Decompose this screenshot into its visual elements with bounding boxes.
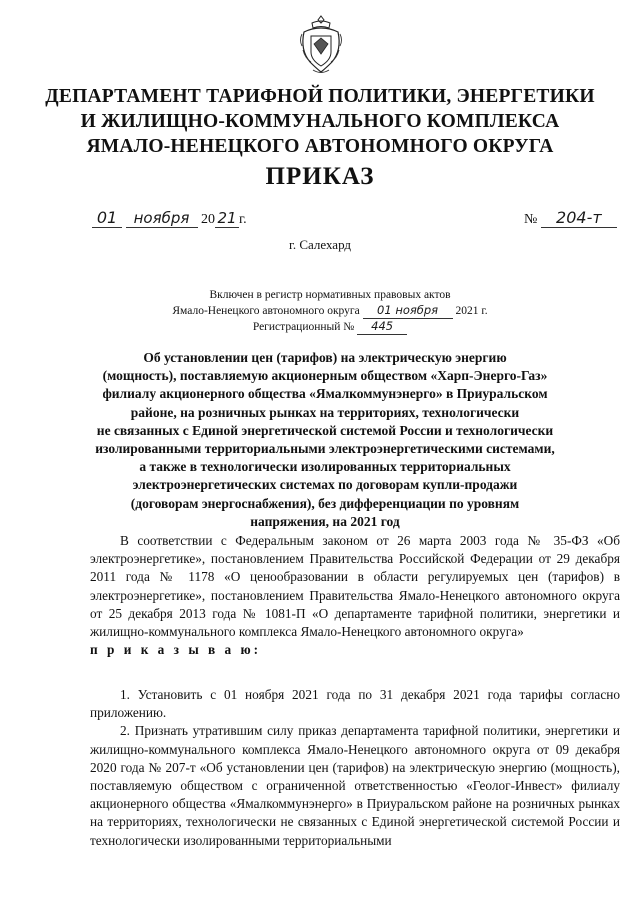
department-line-3: ЯМАЛО-НЕНЕЦКОГО АВТОНОМНОГО ОКРУГА [86, 136, 554, 157]
registry-line-1: Включен в регистр нормативных правовых актов [209, 289, 451, 301]
subject-line: а также в технологически изолированных территориальных [139, 459, 511, 475]
registry-line-3 [160, 319, 500, 335]
coat-of-arms-emblem [298, 14, 344, 76]
registry-number-value: 445 [357, 319, 407, 335]
date-suffix: г. [239, 212, 247, 227]
department-line-1: ДЕПАРТАМЕНТ ТАРИФНОЙ ПОЛИТИКИ, ЭНЕРГЕТИКИ [45, 86, 595, 107]
number-value: 204-т [541, 208, 617, 228]
registry-date: 01 ноября [363, 303, 453, 319]
directive-word: п р и к а з ы в а ю: [90, 642, 262, 658]
registry-region: Ямало-Ненецкого автономного округа [172, 305, 360, 317]
order-item-1: 1. Установить с 01 ноября 2021 года по 31 декабря 2021 года тарифы согласно приложению. [90, 687, 620, 721]
number-label: № [524, 212, 538, 227]
registry-stamp [160, 288, 500, 335]
subject-line: Об установлении цен (тарифов) на электрическую энергию [143, 350, 507, 365]
subject-line: изолированными территориальными электроэнергетическими системами, [95, 441, 555, 457]
order-items [90, 686, 620, 850]
order-item-2: 2. Признать утратившим силу приказ департамента тарифной политики, энергетики и жилищно-коммунального комплекса Ямало-Ненецкого автономного округа от 09 декабря 2020 года № 207-т «Об установлении цен (тарифов) на электрическую энергию (мощность), поставляемую обществом с ограниченной ответственностью «Геолог-Инвест» филиалу акционерного общества «Ямалкоммунэнерго» в Приуральском районе на розничных рынках на территориях, технологически не связанных с Единой энергетической системой России и технологически изолированными территориальными [90, 723, 620, 848]
order-number [524, 208, 617, 228]
subject-line: не связанных с Единой энергетической системой России и технологически [96, 422, 554, 438]
date-day: 01 [92, 208, 122, 228]
date-month: ноября [126, 209, 198, 228]
registry-year: 2021 г. [455, 305, 488, 317]
department-name [0, 84, 640, 159]
date-year-prefix: 20 [201, 212, 215, 227]
subject-line: филиалу акционерного общества «Ямалкоммунэнерго» в Приуральском [102, 386, 548, 402]
city: г. Салехард [288, 237, 352, 252]
date-year: 21 [215, 209, 239, 228]
subject-line: (договорам энергоснабжения), без дифференциации по уровням [130, 495, 520, 511]
department-line-2: И ЖИЛИЩНО-КОММУНАЛЬНОГО КОМПЛЕКСА [80, 111, 560, 132]
registry-line-2 [160, 303, 500, 319]
preamble-paragraph: В соответствии с Федеральным законом от 26 марта 2003 года № 35-ФЗ «Об электроэнергетике», постановлением Правительства Российской Федерации от 29 декабря 2011 года № 1178 «О ценообразовании в области регулируемых цен (тарифов) в электроэнергетике», постановлением Правительства Ямало-Ненецкого автономного округа от 25 декабря 2013 года № 1081-П «О департаменте тарифной политики, энергетики и жилищно-коммунального комплекса Ямало-Ненецкого автономного округа» [90, 533, 620, 640]
preamble-block [90, 532, 620, 659]
subject-line: районе, на розничных рынках на территориях, технологически [130, 404, 520, 420]
subject-line: электроэнергетических системах по договорам купли-продажи [132, 477, 518, 493]
order-title: ПРИКАЗ [265, 163, 375, 190]
subject-line: напряжения, на 2021 год [250, 513, 400, 529]
order-date [92, 208, 247, 228]
order-subject [80, 349, 570, 531]
subject-line: (мощность), поставляемую акционерным обществом «Харп-Энерго-Газ» [102, 368, 548, 384]
registry-number-label: Регистрационный № [252, 321, 355, 333]
